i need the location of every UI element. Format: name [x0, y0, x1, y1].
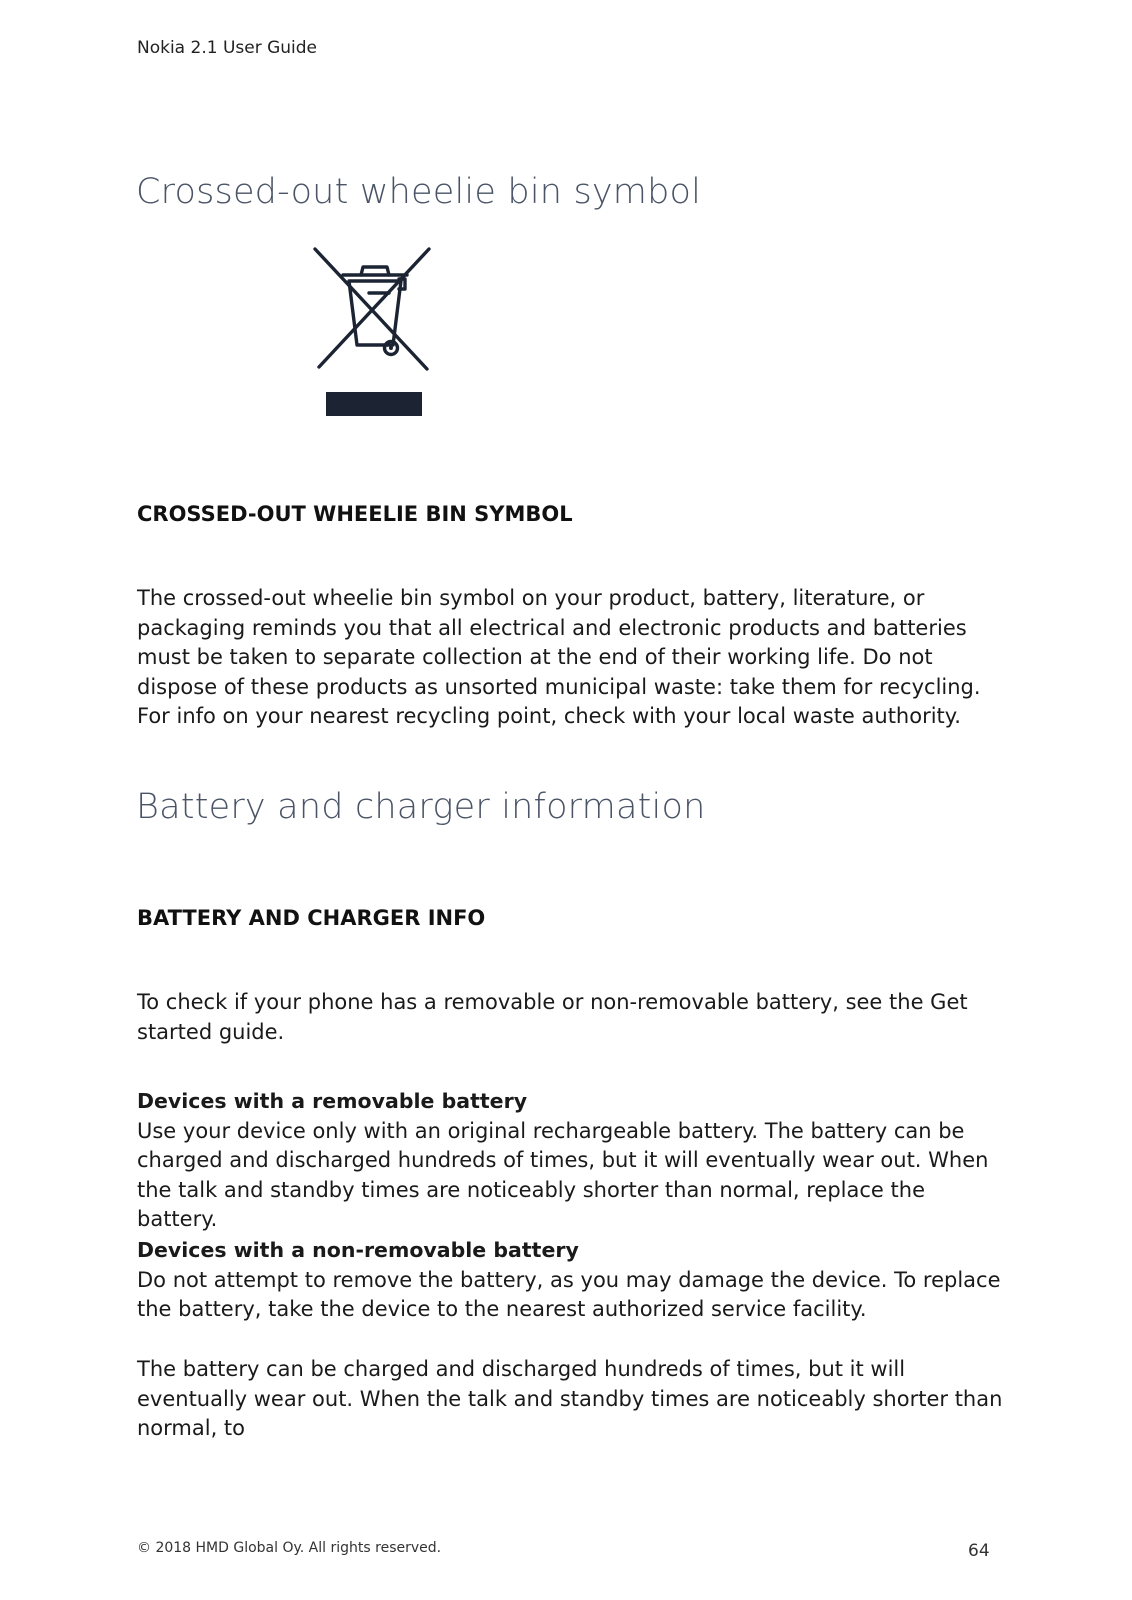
subheading-wheelie-bin: CROSSED-OUT WHEELIE BIN SYMBOL: [137, 502, 573, 526]
removable-battery-body: Use your device only with an original rechargeable battery. The battery can be charged and discharged hundreds of times, but it will eventually wear out. When the talk and standby times are noticeably shorter than normal, replace the battery.: [137, 1118, 989, 1231]
section-title-wheelie-bin: Crossed-out wheelie bin symbol: [136, 172, 702, 212]
footer-copyright: © 2018 HMD Global Oy. All rights reserved.: [137, 1540, 442, 1556]
removable-battery-block: [137, 1087, 1007, 1235]
non-removable-battery-body: Do not attempt to remove the battery, as you may damage the device. To replace the battery, take the device to the nearest authorized service facility.: [137, 1267, 1001, 1321]
page-number: 64: [968, 1541, 990, 1561]
battery-intro-paragraph: To check if your phone has a removable or non-removable battery, see the Get started guide.: [137, 990, 968, 1044]
battery-closing-paragraph: The battery can be charged and discharged hundreds of times, but it will eventually wear out. When the talk and standby times are noticeably shorter than normal, to: [137, 1357, 1003, 1440]
non-removable-battery-block: [137, 1236, 1007, 1325]
crossed-out-wheelie-bin-icon: [313, 245, 443, 425]
subheading-battery-charger: BATTERY AND CHARGER INFO: [137, 906, 486, 930]
section-title-battery-charger: Battery and charger information: [136, 787, 706, 827]
wheelie-bin-paragraph: The crossed-out wheelie bin symbol on your product, battery, literature, or packaging reminds you that all electrical and electronic products and batteries must be taken to separate collection at the end of their working life. Do not dispose of these products as unsorted municipal waste: take them for recycling. For info on your nearest recycling point, check with your local waste authority.: [137, 586, 981, 728]
removable-battery-heading: Devices with a removable battery: [137, 1089, 528, 1113]
non-removable-battery-heading: Devices with a non-removable battery: [137, 1238, 579, 1262]
document-header: Nokia 2.1 User Guide: [137, 38, 318, 58]
